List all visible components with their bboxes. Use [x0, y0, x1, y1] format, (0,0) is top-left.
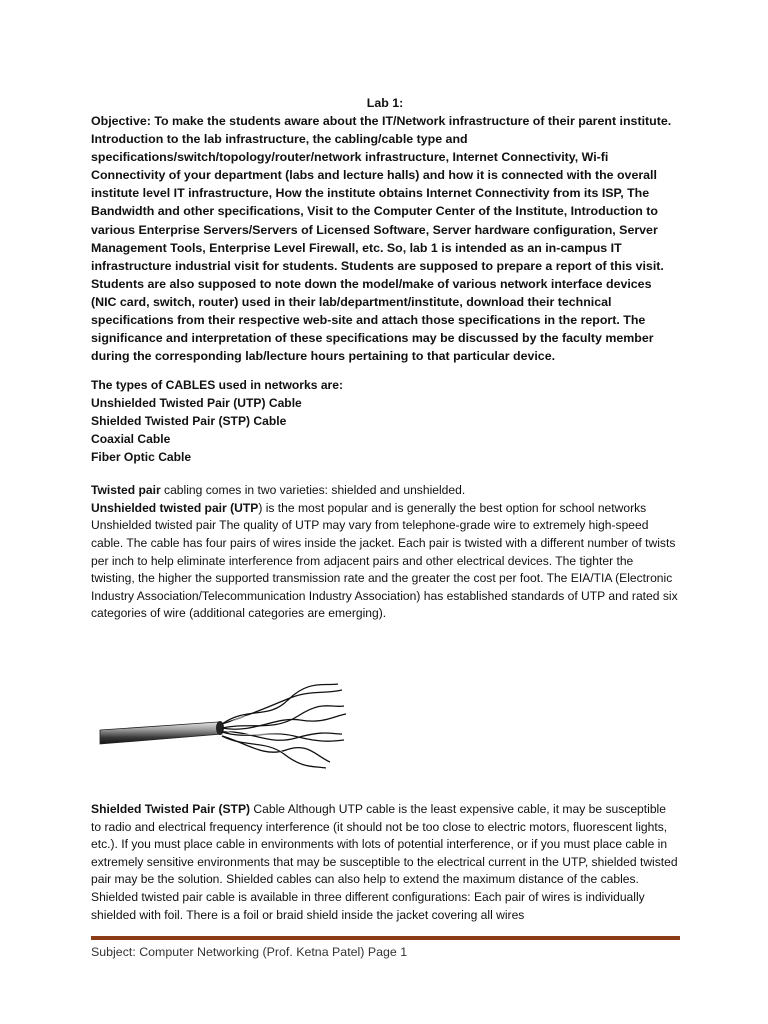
twisted-pair-intro-text: cabling comes in two varieties: shielded and unshielded.	[160, 483, 466, 498]
footer-rule	[91, 936, 680, 940]
lab-title: Lab 1:	[366, 96, 404, 110]
objective-paragraph: Objective: To make the students aware about the IT/Network infrastructure of their parent institute. Introduction to the lab infrastructure, the cabling/cable type and specifications/switch/topology/router/network infrastructure, Internet Connectivity, Wi-fi Connectivity of your department (labs and lecture halls) and how it is connected with the overall institute level IT infrastructure, How the institute obtains Internet Connectivity from its ISP, The Bandwidth and other specifications, Visit to the Computer Center of the Institute, Introduction to various Enterprise Servers/Servers of Licensed Software, Server hardware configuration, Server Management Tools, Enterprise Level Firewall, etc. So, lab 1 is intended as an in-campus IT infrastructure industrial visit for students. Students are supposed to prepare a report of this visit. Students are also supposed to note down the model/make of various network interface devices (NIC card, switch, router) used in their lab/department/institute, download their technical specifications from their respective web-site and attach those specifications in the report. The significance and interpretation of these specifications may be discussed by the faculty member during the corresponding lab/lecture hours pertaining to that particular device.	[91, 114, 672, 364]
utp-paragraph	[91, 500, 679, 623]
stp-term: Shielded Twisted Pair (STP)	[91, 802, 251, 816]
utp-cable-illustration	[98, 676, 348, 776]
page-footer: Subject: Computer Networking (Prof. Ketna Patel) Page 1	[91, 945, 408, 959]
page-body	[91, 94, 679, 623]
cable-type-item: Fiber Optic Cable	[91, 449, 192, 464]
stp-section	[91, 801, 679, 924]
twisted-pair-intro	[91, 482, 679, 500]
utp-paragraph-text: ) is the most popular and is generally the best option for school networks Unshielded twisted pair The quality of UTP may vary from telephone-grade wire to extremely high-speed cable. The cable has four pairs of wires inside the jacket. Each pair is twisted with a different number of twists per inch to help eliminate interference from adjacent pairs and other electrical devices. The tighter the twisting, the higher the supported transmission rate and the greater the cost per foot. The EIA/TIA (Electronic Industry Association/Telecommunication Industry Association) has established standards of UTP and rated six categories of wire (additional categories are emerging).	[91, 500, 678, 621]
twisted-pair-section	[91, 482, 679, 623]
cable-types-heading: The types of CABLES used in networks are:	[91, 378, 344, 393]
stp-paragraph-text: Cable Although UTP cable is the least expensive cable, it may be susceptible to radio and electrical frequency interference (it should not be too close to electric motors, fluorescent lights, etc.). If you must place cable in environments with lots of potential interference, or if you must place cable in extremely sensitive environments that may be susceptible to the electrical current in the UTP, shielded twisted pair may be the solution. Shielded cables can also help to extend the maximum distance of the cables. Shielded twisted pair cable is available in three different configurations: Each pair of wires is individually shielded with foil. There is a foil or braid shield inside the jacket covering all wires	[91, 802, 678, 922]
cable-types-list	[91, 377, 679, 466]
stp-paragraph	[91, 801, 679, 924]
utp-term: Unshielded twisted pair (	[91, 500, 235, 515]
twisted-pair-term: Twisted pair	[91, 483, 161, 498]
cable-type-item: Unshielded Twisted Pair (UTP) Cable	[91, 396, 302, 411]
cable-type-item: Coaxial Cable	[91, 431, 171, 446]
cable-type-item: Shielded Twisted Pair (STP) Cable	[91, 413, 287, 428]
utp-abbrev: UTP	[234, 500, 259, 515]
